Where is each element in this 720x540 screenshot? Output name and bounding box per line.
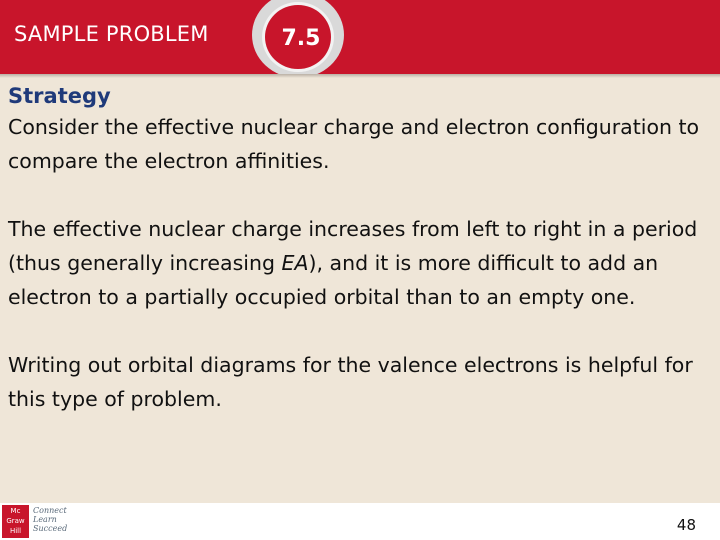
paragraph-spacer <box>8 314 708 348</box>
paragraph-2-text-start: The effective nuclear charge increases from left to right in a period (thus generally increasing <box>8 217 698 275</box>
publisher-logo <box>2 505 29 538</box>
ea-abbreviation: EA <box>281 251 309 275</box>
strategy-paragraph-3: Writing out orbital diagrams for the valence electrons is helpful for this type of problem. <box>8 353 693 411</box>
sample-problem-label: SAMPLE PROBLEM <box>14 22 209 46</box>
strategy-paragraph-1: Consider the effective nuclear charge and electron configuration to compare the electron affinities. <box>8 115 700 173</box>
logo-line-1: Mc <box>10 507 21 515</box>
tagline-line-3: Succeed <box>33 524 68 533</box>
header-shadow <box>0 74 720 78</box>
tagline-line-1: Connect <box>33 506 67 515</box>
tagline-line-2: Learn <box>33 515 57 524</box>
page-number: 48 <box>676 516 696 534</box>
paragraph-spacer <box>8 178 708 212</box>
problem-number: 7.5 <box>281 26 321 51</box>
paragraph-2-text-end: ), and it is more difficult to add an electron to a partially occupied orbital than to an empty one. <box>8 251 659 309</box>
logo-line-2: Graw <box>6 517 25 525</box>
strategy-heading: Strategy <box>8 84 111 108</box>
logo-line-3: Hill <box>9 527 22 535</box>
publisher-tagline <box>33 506 75 533</box>
slide-content <box>8 82 708 416</box>
strategy-paragraph-2 <box>8 212 708 314</box>
footer-bar <box>0 503 720 540</box>
